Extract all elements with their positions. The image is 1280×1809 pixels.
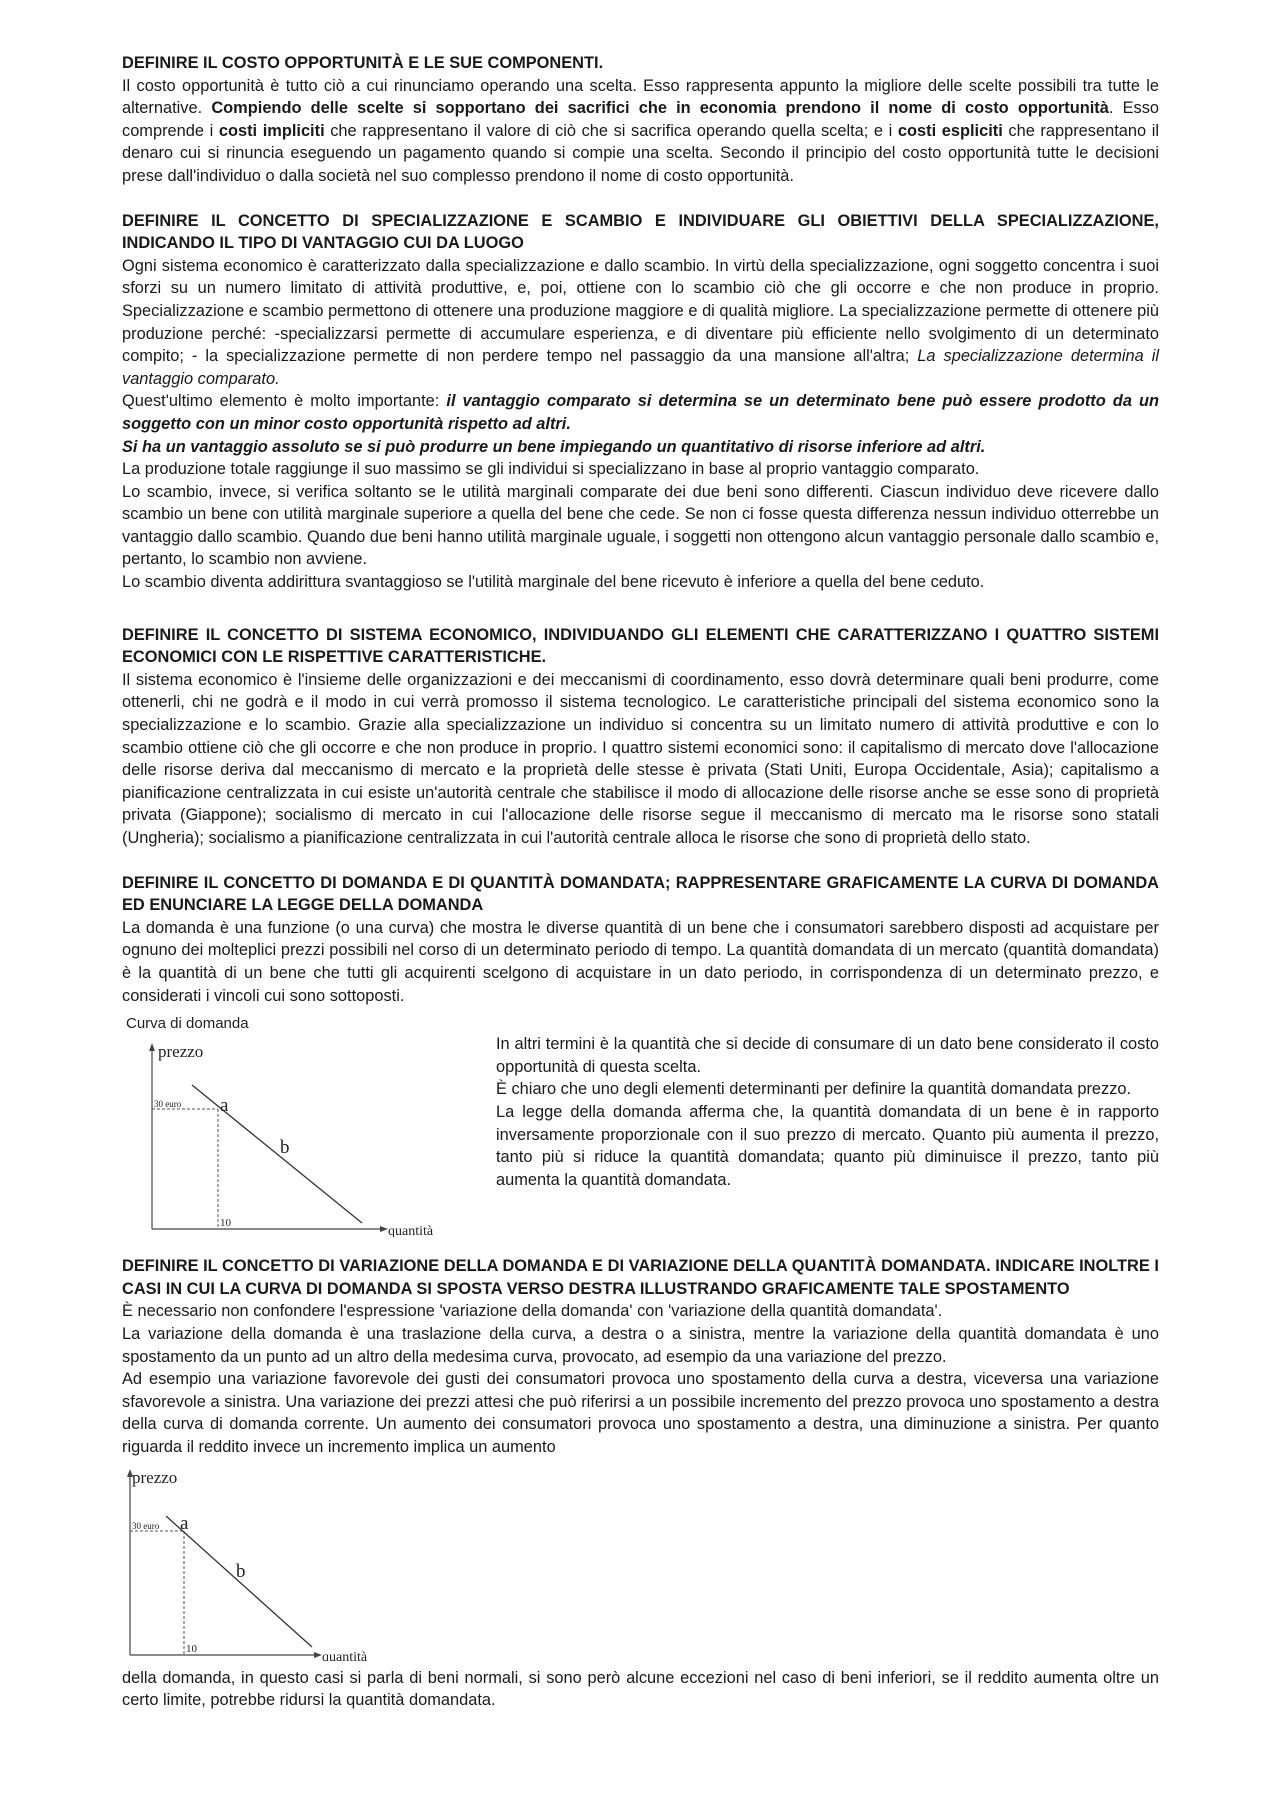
document-page <box>122 52 1159 1734</box>
section-heading: DEFINIRE IL CONCETTO DI SISTEMA ECONOMICO, INDIVIDUANDO GLI ELEMENTI CHE CARATTERIZZANO I QUATTRO SISTEMI ECONOMICI CON LE RISPETTIVE CARATTERISTICHE. <box>122 625 1159 667</box>
section-sistema-economico <box>122 624 1159 850</box>
figure-row <box>122 1015 1159 1237</box>
paragraph: Ad esempio una variazione favorevole dei gusti dei consumatori provoca uno spostamento della curva a destra, viceversa una variazione sfavorevole a sinistra. Una variazione dei prezzi attesi che può riferirsi a un possibile incremento del prezzo provoca uno spostamento a destra della curva di domanda corrente. Un aumento dei consumatori provoca uno spostamento a destra, una diminuzione a sinistra. Per quanto riguarda il reddito invece un incremento implica un aumento <box>122 1370 1159 1456</box>
paragraph: Il costo opportunità è tutto ciò a cui rinunciamo operando una scelta. Esso rappresenta appunto la migliore delle scelte possibili tra tutte le alternative. Compiendo delle scelte si sopportano dei sacrifici che in economia prendono il nome di costo opportunità. Esso comprende i costi impliciti che rappresentano il valore di ciò che si sacrifica operando quella scelta; e i costi espliciti che rappresentano il denaro cui si rinuncia eseguendo un pagamento quando si compie una scelta. Secondo il principio del costo opportunità tutte le decisioni prese dall'individuo o dalla società nel suo complesso prendono il nome di costo opportunità. <box>122 76 1160 185</box>
paragraph: In altri termini è la quantità che si decide di consumare di un dato bene considerato il costo opportunità di questa scelta. <box>496 1035 1159 1076</box>
quantity-tick: 10 <box>186 1642 197 1655</box>
x-axis-label: quantità <box>388 1224 434 1238</box>
section-heading: DEFINIRE IL CONCETTO DI VARIAZIONE DELLA DOMANDA E DI VARIAZIONE DELLA QUANTITÀ DOMANDATA. INDICARE INOLTRE I CASI IN CUI LA CURVA DI DOMANDA SI SPOSTA VERSO DESTRA ILLUSTRANDO GRAFICAMENTE TALE SPOSTAMENTO <box>122 1257 1159 1298</box>
price-tick: 30 euro <box>132 1520 160 1531</box>
paragraph: La domanda è una funzione (o una curva) che mostra le diverse quantità di un bene che i consumatori sarebbero disposti ad acquistare per ognuno dei molteplici prezzi possibili nel corso di un determinato periodo di tempo. La quantità domandata di un mercato (quantità domandata) è la quantità di un bene che tutti gli acquirenti scelgono di acquistare in un dato periodo, in corrispondenza di un determinato prezzo, e considerati i vincoli cui sono sottoposti. <box>122 918 1159 1005</box>
paragraph: Il sistema economico è l'insieme delle organizzazioni e dei meccanismi di coordinamento, esso dovrà determinare quali beni produrre, come ottenerli, chi ne godrà e il modo in cui verrà promosso il sistema tecnologico. Le caratteristiche principali del sistema economico sono la specializzazione e lo scambio. Grazie alla specializzazione un individuo si concentra su un limitato numero di attività produttive e con lo scambio ottiene ciò che gli occorre e che non produce in proprio. I quattro sistemi economici sono: il capitalismo di mercato dove l'allocazione delle risorse deriva dal meccanismo di mercato e la proprietà delle stesse è privata (Stati Uniti, Europa Occidentale, Asia); capitalismo a pianificazione centralizzata in cui esiste un'autorità centrale che stabilisce il modo di allocazione delle risorse anche se esse sono di proprietà privata (Giappone); socialismo di mercato in cui l'allocazione delle risorse segue il meccanismo di mercato ma le risorse sono statali (Ungheria); socialismo a pianificazione centralizzata in cui l'autorità centrale alloca le risorse che sono di proprietà dello stato. <box>122 670 1159 847</box>
point-a-label: a <box>180 1512 189 1534</box>
section-heading: DEFINIRE IL CONCETTO DI DOMANDA E DI QUANTITÀ DOMANDATA; RAPPRESENTARE GRAFICAMENTE LA CURVA DI DOMANDA ED ENUNCIARE LA LEGGE DELLA DOMANDA <box>122 873 1159 915</box>
y-axis-label: prezzo <box>158 1042 204 1062</box>
section-heading: DEFINIRE IL CONCETTO DI SPECIALIZZAZIONE E SCAMBIO E INDIVIDUARE GLI OBIETTIVI DELLA SPECIALIZZAZIONE, INDICANDO IL TIPO DI VANTAGGIO CUI DA LUOGO <box>122 211 1159 253</box>
quantity-tick: 10 <box>220 1217 231 1230</box>
figure-side-text <box>496 1033 1159 1191</box>
paragraph: La legge della domanda afferma che, la quantità domandata di un bene è in rapporto inversamente proporzionale con il suo prezzo di mercato. Quanto più aumenta il prezzo, tanto più si riduce la quantità domandata; quanto più diminuisce il prezzo, tanto più aumenta la quantità domandata. <box>496 1102 1159 1189</box>
figure-caption: Curva di domanda <box>126 1015 249 1033</box>
section-variazione-domanda <box>122 1255 1159 1712</box>
paragraph: Lo scambio, invece, si verifica soltanto se le utilità marginali comparate dei due beni sono differenti. Ciascun individuo deve ricevere dallo scambio un bene con utilità marginale superiore a quella del bene che cede. Se non ci fosse questa differenza nessun individuo otterrebbe un vantaggio dallo scambio. Quando due beni hanno utilità marginale uguale, i soggetti non ottengono alcun vantaggio personale dallo scambio e, pertanto, lo scambio non avviene. <box>122 482 1159 569</box>
section-costo-opportunita <box>122 52 1159 188</box>
point-b-label: b <box>280 1137 290 1159</box>
demand-shift-figure <box>122 1461 422 1661</box>
demand-curve-figure <box>122 1015 488 1237</box>
paragraph: La produzione totale raggiunge il suo massimo se gli individui si specializzano in base al proprio vantaggio comparato. <box>122 460 980 479</box>
paragraph: della domanda, in questo casi si parla di beni normali, si sono però alcune eccezioni nel caso di beni inferiori, se il reddito aumenta oltre un certo limite, potrebbe ridursi la quantità domandata. <box>122 1668 1159 1710</box>
point-b-label: b <box>236 1560 246 1582</box>
x-axis-label: quantità <box>322 1649 368 1661</box>
paragraph: Lo scambio diventa addirittura svantaggioso se l'utilità marginale del bene ricevuto è inferiore a quella del bene ceduto. <box>122 573 985 592</box>
paragraph: Si ha un vantaggio assoluto se si può produrre un bene impiegando un quantitativo di risorse inferiore ad altri. <box>122 437 986 456</box>
point-a-label: a <box>220 1095 229 1117</box>
section-specializzazione <box>122 210 1159 594</box>
paragraph: È necessario non confondere l'espressione 'variazione della domanda' con 'variazione della quantità domandata'. <box>122 1302 943 1321</box>
price-tick: 30 euro <box>154 1099 182 1110</box>
y-axis-label: prezzo <box>132 1467 178 1487</box>
paragraph: La variazione della domanda è una traslazione della curva, a destra o a sinistra, mentre la variazione della quantità domandata è uno spostamento da un punto ad un altro della medesima curva, provocato, ad esempio da una variazione del prezzo. <box>122 1324 1159 1366</box>
section-heading: DEFINIRE IL COSTO OPPORTUNITÀ E LE SUE COMPONENTI. <box>122 54 604 72</box>
paragraph: Ogni sistema economico è caratterizzato dalla specializzazione e dallo scambio. In virtù della specializzazione, ogni soggetto concentra i suoi sforzi su un numero limitato di attività produttive, e, poi, ottiene con lo scambio ciò che gli occorre e che non produce in proprio. Specializzazione e scambio permettono di ottenere una produzione maggiore e di qualità migliore. La specializzazione permette di ottenere più produzione perché: -specializzarsi permette di accumulare esperienza, e di diventare più efficiente nello svolgimento di un determinato compito; - la specializzazione permette di non perdere tempo nel passaggio da una mansione all'altra; La specializzazione determina il vantaggio comparato. <box>122 256 1159 388</box>
paragraph: È chiaro che uno degli elementi determinanti per definire la quantità domandata prezzo. <box>496 1080 1132 1099</box>
section-domanda <box>122 872 1159 1238</box>
paragraph: Quest'ultimo elemento è molto importante: il vantaggio comparato si determina se un determinato bene può essere prodotto da un soggetto con un minor costo opportunità rispetto ad altri. <box>122 392 1159 433</box>
